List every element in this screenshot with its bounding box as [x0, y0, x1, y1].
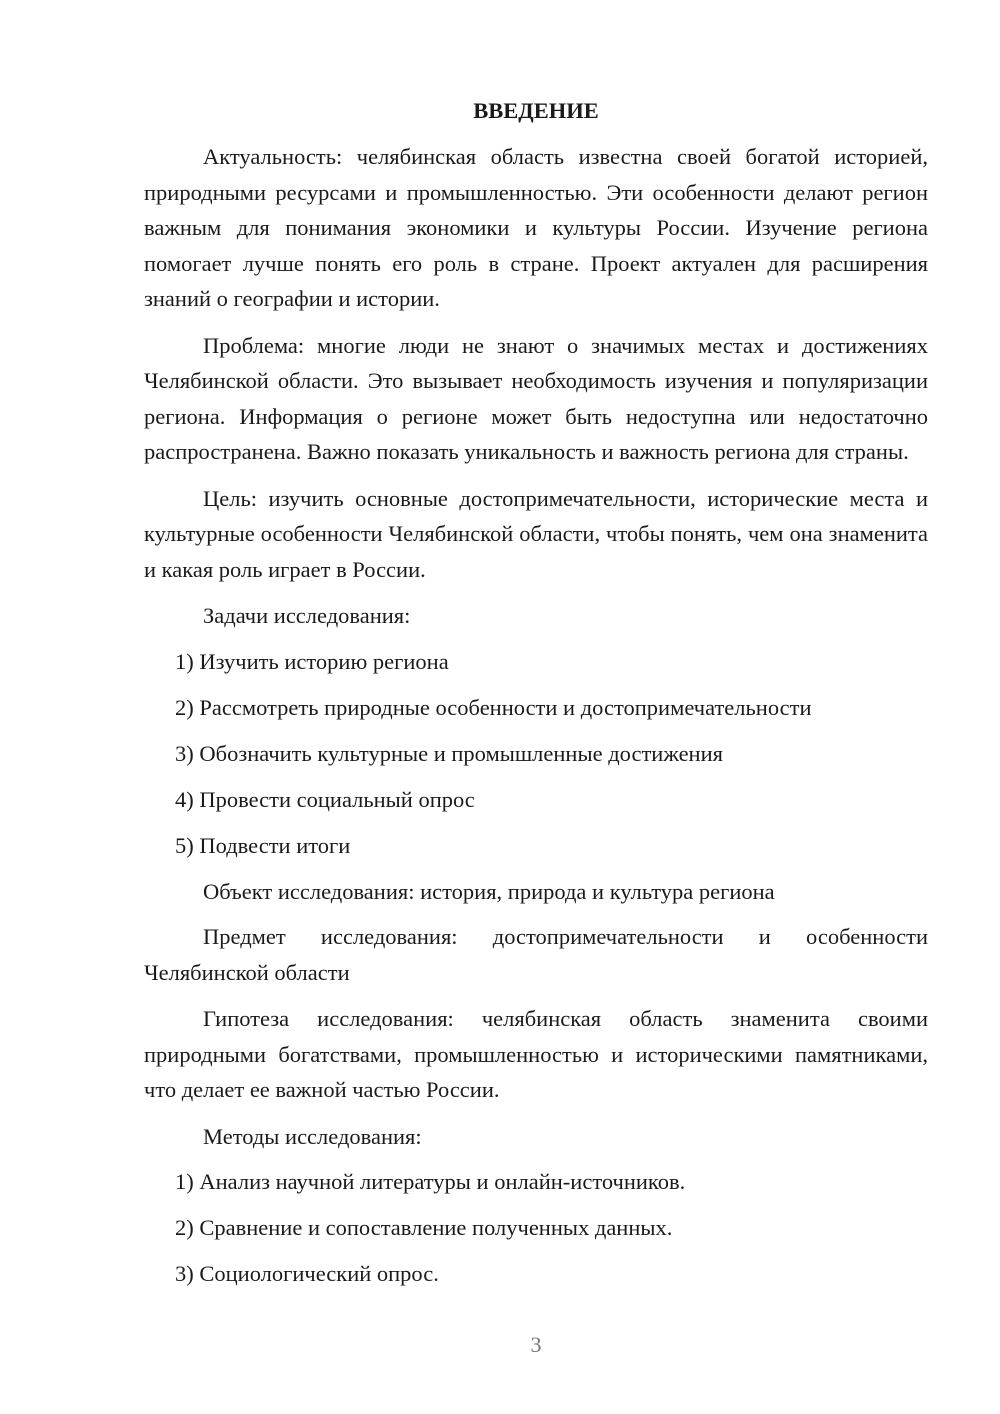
- tasks-label: Задачи исследования:: [203, 603, 411, 628]
- hypothesis-paragraph: Гипотеза исследования: челябинская область знаменита своими природными богатствами, промышленностью и историческими памятниками, что делает ее важной частью России.: [144, 1006, 928, 1102]
- relevance-paragraph: Актуальность: челябинская область известна своей богатой историей, природными ресурсами и промышленностью. Эти особенности делают регион важным для понимания экономики и культуры России. Изучение региона помогает лучше понять его роль в стране. Проект актуален для расширения знаний о географии и истории.: [144, 144, 928, 311]
- list-item: 2) Сравнение и сопоставление полученных данных.: [175, 1215, 673, 1240]
- problem-paragraph: Проблема: многие люди не знают о значимых местах и достижениях Челябинской области. Это вызывает необходимость изучения и популяризации региона. Информация о регионе может быть недоступна или недостаточно распространена. Важно показать уникальность и важность региона для страны.: [144, 332, 928, 464]
- list-item: 3) Социологический опрос.: [175, 1261, 439, 1286]
- goal-paragraph: Цель: изучить основные достопримечательности, исторические места и культурные особенности Челябинской области, чтобы понять, чем она знаменита и какая роль играет в России.: [144, 485, 928, 582]
- list-item: 5) Подвести итоги: [175, 832, 351, 858]
- methods-list: [144, 1164, 928, 1302]
- list-item: 3) Обозначить культурные и промышленные достижения: [175, 740, 723, 766]
- list-item: 1) Изучить историю региона: [175, 648, 449, 674]
- list-item: 2) Рассмотреть природные особенности и достопримечательности: [175, 694, 812, 720]
- list-item: 4) Провести социальный опрос: [175, 786, 475, 812]
- page-number: 3: [530, 1332, 542, 1357]
- page-title: ВВЕДЕНИЕ: [473, 98, 599, 123]
- subject-paragraph: Предмет исследования: достопримечательности и особенности Челябинской области: [144, 924, 928, 985]
- methods-label: Методы исследования:: [203, 1123, 422, 1149]
- page-content: [144, 96, 928, 1302]
- object-paragraph: Объект исследования: история, природа и культура региона: [203, 878, 775, 904]
- list-item: 1) Анализ научной литературы и онлайн-источников.: [175, 1169, 686, 1194]
- tasks-list: [144, 644, 928, 874]
